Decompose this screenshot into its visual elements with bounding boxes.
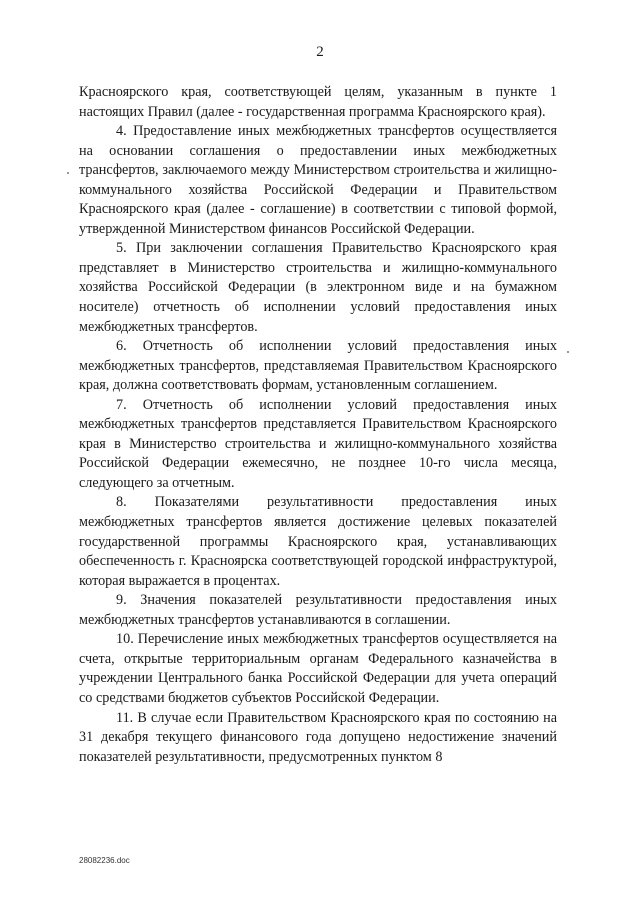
paragraph-9: 9. Значения показателей результативности предоставления иных межбюджетных трансфертов устанавливаются в соглашении. — [79, 592, 557, 628]
paragraph-7: 7. Отчетность об исполнении условий предоставления иных межбюджетных трансфертов представляется Правительством Красноярского края в Министерство строительства и жилищно-коммунального хозяйства Российской Федерации ежемесячно, не позднее 10-го числа месяца, следующего за отчетным. — [79, 396, 557, 491]
scan-speck-mark — [567, 351, 569, 353]
paragraph-6: 6. Отчетность об исполнении условий предоставления иных межбюджетных трансфертов, представляемая Правительством Красноярского края, должна соответствовать формам, установленным соглашением. — [79, 338, 557, 394]
paragraph-continuation: Красноярского края, соответствующей целям, указанным в пункте 1 настоящих Правил (далее - государственная программа Красноярского края). — [79, 84, 557, 120]
paragraph-8: 8. Показателями результативности предоставления иных межбюджетных трансфертов является достижение целевых показателей государственной программы Красноярского края, устанавливающих обеспеченность г. Красноярска соответствующей городской инфраструктурой, которая выражается в процентах. — [79, 494, 557, 589]
scan-speck-mark — [67, 172, 69, 174]
paragraph-4: 4. Предоставление иных межбюджетных трансфертов осуществляется на основании соглашения о предоставлении иных межбюджетных трансфертов, заключаемого между Министерством строительства и жилищно-коммунального хозяйства Российской Федерации и Правительством Красноярского края (далее - соглашение) в соответствии с типовой формой, утвержденной Министерством финансов Российской Федерации. — [79, 123, 557, 237]
page-number: 2 — [316, 44, 324, 60]
footer-filename: 28082236.doc — [79, 856, 130, 865]
paragraph-11: 11. В случае если Правительством Красноярского края по состоянию на 31 декабря текущего финансового года допущено недостижение значений показателей результативности, предусмотренных пунктом 8 — [79, 709, 557, 765]
paragraph-10: 10. Перечисление иных межбюджетных трансфертов осуществляется на счета, открытые территориальным органам Федерального казначейства в учреждении Центрального банка Российской Федерации для учета операций со средствами бюджетов субъектов Российской Федерации. — [79, 631, 557, 706]
paragraph-5: 5. При заключении соглашения Правительство Красноярского края представляет в Министерство строительства и жилищно-коммунального хозяйства Российской Федерации (в электронном виде и на бумажном носителе) отчетность об исполнении условий предоставления иных межбюджетных трансфертов. — [79, 240, 557, 335]
document-body — [79, 83, 557, 767]
